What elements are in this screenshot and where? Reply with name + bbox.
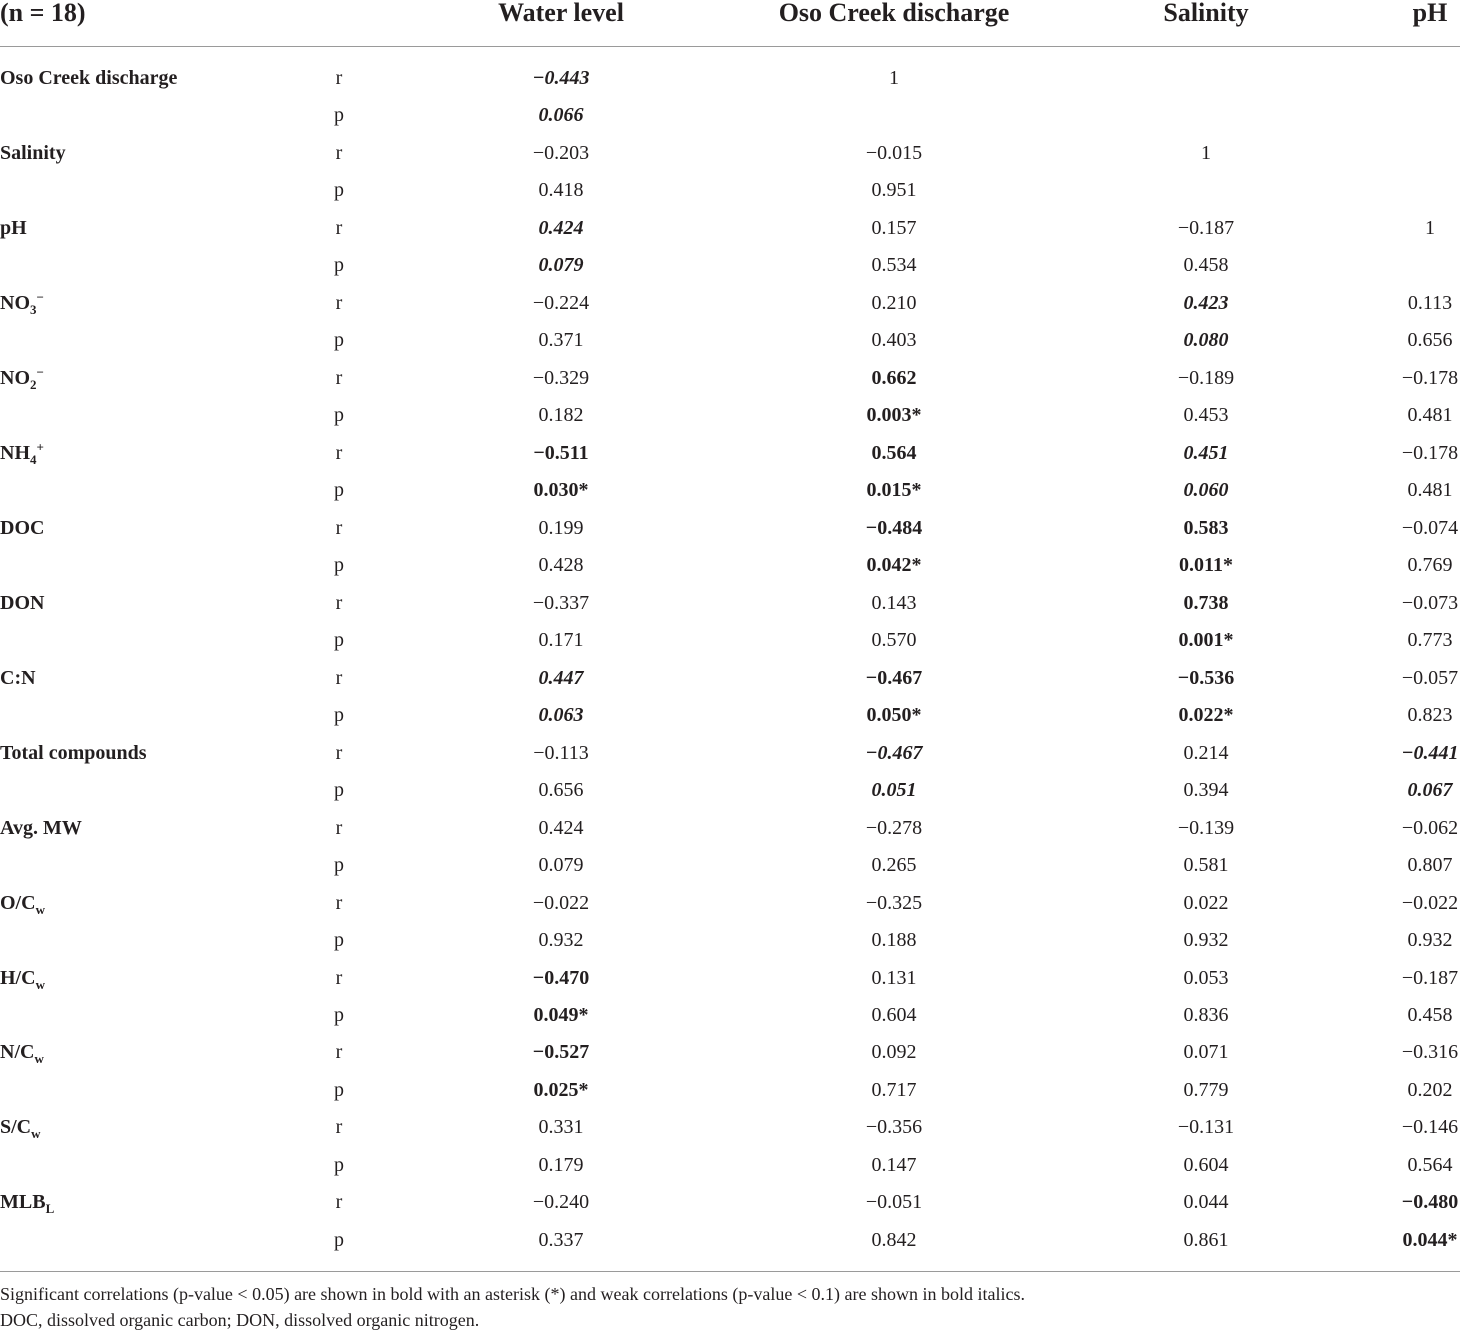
row-label: pH [0, 216, 27, 239]
table-cell: 0.051 [871, 779, 917, 802]
table-row [0, 1153, 1460, 1190]
table-cell: −0.057 [1401, 666, 1459, 689]
table-cell: −0.325 [865, 891, 923, 914]
row-label: Salinity [0, 141, 66, 164]
row-label: DON [0, 591, 45, 614]
table-row [0, 628, 1460, 665]
table-cell: 0.067 [1407, 779, 1453, 802]
table-cell: 0.807 [1407, 854, 1453, 877]
table-row [0, 516, 1460, 553]
stat-type: r [335, 816, 343, 839]
table-cell: 0.050* [866, 704, 922, 727]
table-cell: 0.932 [538, 929, 584, 952]
table-cell: −0.189 [1177, 366, 1235, 389]
table-cell: −0.511 [533, 441, 589, 464]
table-cell: 0.423 [1183, 291, 1229, 314]
table-cell: 1 [889, 67, 899, 89]
table-cell: 0.769 [1407, 554, 1453, 577]
table-cell: 0.199 [538, 516, 584, 539]
table-row [0, 178, 1460, 215]
table-cell: −0.203 [532, 141, 590, 164]
stat-type: r [335, 891, 343, 914]
table-cell: −0.316 [1401, 1041, 1459, 1064]
table-cell: −0.467 [865, 666, 923, 689]
table-row [0, 403, 1460, 440]
table-row [0, 1003, 1460, 1040]
table-cell: 0.147 [871, 1153, 917, 1176]
table-cell: 0.337 [538, 1228, 584, 1251]
table-cell: 0.836 [1183, 1004, 1229, 1026]
table-row [0, 1078, 1460, 1115]
stat-type: r [335, 291, 343, 314]
footnote-abbreviations: DOC, dissolved organic carbon; DON, dissolved organic nitrogen. [0, 1310, 480, 1330]
stat-type: p [334, 1228, 344, 1251]
table-row [0, 816, 1460, 853]
table-cell: 0.265 [871, 854, 917, 877]
footnote-significance: Significant correlations (p-value < 0.05) are shown in bold with an asterisk (*) and weak correlations (p-value < 0.1) are shown in bold italics. [0, 1284, 1026, 1304]
table-cell: 0.773 [1407, 629, 1453, 652]
table-cell: −0.178 [1401, 366, 1459, 389]
table-cell: 0.079 [538, 254, 584, 277]
table-cell: 0.424 [538, 816, 584, 839]
table-row [0, 853, 1460, 890]
table-cell: −0.131 [1177, 1116, 1235, 1139]
table-cell: −0.224 [532, 291, 590, 314]
table-cell: −0.484 [865, 516, 923, 539]
table-cell: −0.480 [1401, 1191, 1459, 1214]
stat-type: p [334, 1004, 344, 1026]
table-cell: 0.022* [1178, 704, 1234, 727]
table-cell: 0.030* [533, 479, 589, 502]
table-cell: −0.015 [865, 141, 923, 164]
table-cell: −0.178 [1401, 441, 1459, 464]
table-cell: 0.202 [1407, 1078, 1453, 1101]
table-cell: 0.113 [1407, 291, 1453, 314]
stat-type: p [334, 404, 344, 427]
table-cell: 0.171 [538, 629, 584, 652]
row-label: C:N [0, 666, 36, 689]
stat-type: r [335, 966, 343, 989]
table-cell: 0.717 [871, 1078, 917, 1101]
table-cell: 0.564 [1407, 1153, 1453, 1176]
table-row [0, 291, 1460, 328]
row-label: $H/C_w$ [0, 966, 45, 992]
table-cell: −0.062 [1401, 816, 1459, 839]
row-label: $N/C_w$ [0, 1041, 44, 1067]
table-cell: 0.447 [538, 666, 584, 689]
table-row [0, 441, 1460, 478]
row-label: Oso Creek discharge [0, 67, 178, 89]
stat-type: p [334, 854, 344, 877]
table-cell: 0.079 [538, 854, 584, 877]
table-cell: 0.025* [533, 1078, 589, 1101]
table-row [0, 216, 1460, 253]
table-cell: 0.188 [871, 929, 917, 952]
table-cell: −0.470 [532, 966, 590, 989]
table-row [0, 703, 1460, 740]
row-label: Avg. MW [0, 816, 82, 839]
table-cell: 0.403 [871, 329, 917, 352]
table-row [0, 591, 1460, 628]
table-cell: 0.604 [871, 1004, 917, 1026]
table-cell: 0.424 [538, 216, 584, 239]
stat-type: p [334, 929, 344, 952]
stat-type: r [335, 666, 343, 689]
table-cell: 0.053 [1183, 966, 1229, 989]
stat-type: r [335, 591, 343, 614]
row-label: $MLB_L$ [0, 1191, 55, 1217]
table-cell: 0.738 [1183, 591, 1229, 614]
table-cell: 0.656 [538, 779, 584, 802]
table-cell: 0.001* [1178, 629, 1234, 652]
table-cell: 0.458 [1407, 1004, 1453, 1026]
table-row [0, 553, 1460, 590]
table-cell: 0.371 [538, 329, 584, 352]
table-row [0, 103, 1460, 140]
table-row [0, 1115, 1460, 1152]
column-header-salinity: Salinity [1163, 0, 1249, 27]
table-row [0, 966, 1460, 1003]
row-label: $NO_2^-$ [0, 364, 44, 392]
stat-type: r [335, 1191, 343, 1214]
table-cell: −0.329 [532, 366, 590, 389]
table-row [0, 666, 1460, 703]
table-cell: 0.394 [1183, 779, 1229, 802]
table-cell: −0.146 [1401, 1116, 1459, 1139]
table-cell: −0.356 [865, 1116, 923, 1139]
table-cell: 0.564 [871, 441, 917, 464]
table-cell: 0.842 [871, 1228, 917, 1251]
table-cell: 0.044 [1183, 1191, 1229, 1214]
table-cell: 0.481 [1407, 479, 1453, 502]
table-row [0, 141, 1460, 178]
table-cell: −0.240 [532, 1191, 590, 1214]
stat-type: p [334, 1078, 344, 1101]
column-header-ph: pH [1412, 0, 1448, 27]
table-cell: 0.060 [1183, 479, 1229, 502]
table-cell: 0.932 [1183, 929, 1229, 952]
table-cell: 0.458 [1183, 254, 1229, 277]
table-cell: −0.278 [865, 816, 923, 839]
table-cell: 0.570 [871, 629, 917, 652]
table-cell: 0.063 [538, 704, 584, 727]
stat-type: p [334, 1153, 344, 1176]
table-row [0, 328, 1460, 365]
column-header-water-level: Water level [498, 0, 624, 27]
footer-divider [0, 1271, 1460, 1272]
table-cell: −0.022 [532, 891, 590, 914]
table-cell: 0.071 [1183, 1041, 1229, 1064]
table-cell: −0.074 [1401, 516, 1459, 539]
stat-type: p [334, 629, 344, 652]
table-cell: 0.092 [871, 1041, 917, 1064]
table-row [0, 1228, 1460, 1265]
table-cell: 0.604 [1183, 1153, 1229, 1176]
table-cell: −0.139 [1177, 816, 1235, 839]
table-row [0, 1040, 1460, 1077]
table-cell: 1 [1201, 141, 1211, 164]
stat-type: p [334, 554, 344, 577]
table-cell: 0.003* [866, 404, 922, 427]
table-cell: 1 [1425, 216, 1435, 239]
table-cell: −0.337 [532, 591, 590, 614]
table-cell: −0.073 [1401, 591, 1459, 614]
table-cell: 0.662 [871, 366, 917, 389]
stat-type: r [335, 1116, 343, 1139]
table-cell: −0.022 [1401, 891, 1459, 914]
stat-type: p [334, 779, 344, 802]
table-cell: 0.861 [1183, 1228, 1229, 1251]
table-cell: −0.441 [1401, 741, 1459, 764]
stat-type: r [335, 216, 343, 239]
stat-type: p [334, 479, 344, 502]
stat-type: p [334, 329, 344, 352]
table-cell: 0.823 [1407, 704, 1453, 727]
table-cell: 0.044* [1402, 1228, 1458, 1251]
table-cell: −0.527 [532, 1041, 590, 1064]
table-cell: 0.179 [538, 1153, 584, 1176]
table-row [0, 741, 1460, 778]
table-cell: 0.143 [871, 591, 917, 614]
stat-type: r [335, 441, 343, 464]
table-cell: 0.011* [1179, 554, 1233, 577]
stat-type: p [334, 179, 344, 202]
table-cell: 0.080 [1183, 329, 1229, 352]
table-row [0, 778, 1460, 815]
row-label: $S/C_w$ [0, 1116, 41, 1142]
table-row [0, 66, 1460, 103]
table-cell: 0.214 [1183, 741, 1229, 764]
table-cell: −0.187 [1401, 966, 1459, 989]
table-cell: −0.536 [1177, 666, 1235, 689]
table-cell: 0.534 [871, 254, 917, 277]
table-cell: 0.428 [538, 554, 584, 577]
table-cell: 0.581 [1183, 854, 1229, 877]
table-cell: −0.051 [865, 1191, 923, 1214]
sample-size-label: (n = 18) [0, 0, 86, 27]
table-header [0, 0, 1460, 46]
table-cell: 0.015* [866, 479, 922, 502]
table-cell: 0.932 [1407, 929, 1453, 952]
table-cell: −0.187 [1177, 216, 1235, 239]
table-cell: 0.779 [1183, 1078, 1229, 1101]
table-cell: 0.583 [1183, 516, 1229, 539]
table-cell: 0.656 [1407, 329, 1453, 352]
stat-type: p [334, 704, 344, 727]
table-row [0, 366, 1460, 403]
table-cell: 0.453 [1183, 404, 1229, 427]
table-cell: 0.418 [538, 179, 584, 202]
table-cell: 0.182 [538, 404, 584, 427]
stat-type: r [335, 366, 343, 389]
table-cell: 0.049* [533, 1004, 589, 1026]
table-cell: −0.443 [532, 67, 590, 89]
table-cell: −0.113 [533, 741, 589, 764]
stat-type: r [335, 741, 343, 764]
table-cell: 0.331 [538, 1116, 584, 1139]
stat-type: r [335, 516, 343, 539]
table-cell: 0.022 [1183, 891, 1229, 914]
stat-type: p [334, 254, 344, 277]
header-divider [0, 46, 1460, 47]
table-cell: −0.467 [865, 741, 923, 764]
stat-type: p [334, 104, 344, 127]
stat-type: r [335, 141, 343, 164]
table-cell: 0.451 [1183, 441, 1229, 464]
table-row [0, 891, 1460, 928]
row-label: Total compounds [0, 741, 147, 764]
table-row [0, 928, 1460, 965]
table-row [0, 253, 1460, 290]
table-cell: 0.131 [871, 966, 917, 989]
column-header-oso-creek-discharge: Oso Creek discharge [778, 0, 1010, 27]
stat-type: r [335, 67, 343, 89]
row-label: $O/C_w$ [0, 891, 45, 917]
row-label: $NH_4^+$ [0, 439, 44, 467]
table-cell: 0.042* [866, 554, 922, 577]
table-row [0, 478, 1460, 515]
table-cell: 0.066 [538, 104, 584, 127]
table-cell: 0.210 [871, 291, 917, 314]
table-row [0, 1190, 1460, 1227]
row-label: $NO_3^-$ [0, 289, 44, 317]
table-cell: 0.951 [871, 179, 917, 202]
stat-type: r [335, 1041, 343, 1064]
row-label: DOC [0, 516, 45, 539]
table-cell: 0.157 [871, 216, 917, 239]
table-cell: 0.481 [1407, 404, 1453, 427]
